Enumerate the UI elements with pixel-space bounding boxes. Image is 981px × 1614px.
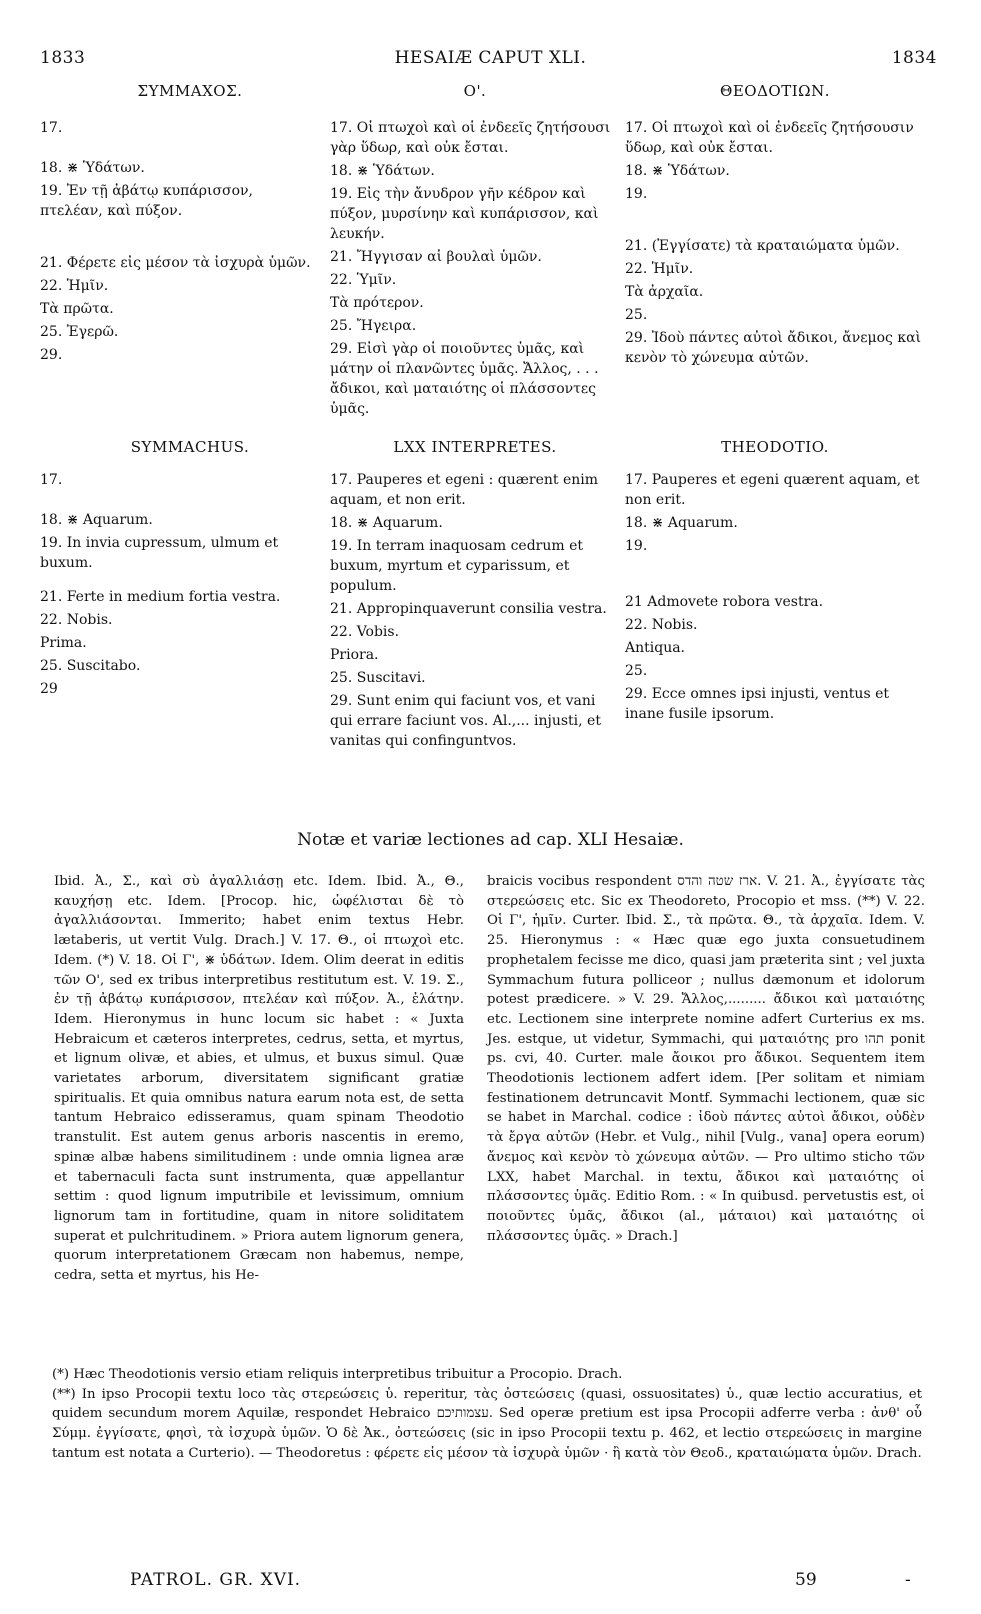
greek-heading-theodotion: ΘΕΟΔΟΤΙΩΝ.	[720, 82, 830, 100]
footer-series: PATROL. GR. XVI.	[130, 1570, 302, 1590]
greek-heading-symmachus: ΣΥΜΜΑΧΟΣ.	[137, 82, 243, 100]
verse-entry: 29. Εἰσὶ γὰρ οἱ ποιοῦντες ὑμᾶς, καὶ μάτην οἱ πλανῶντες ὑμᾶς. Ἄλλος, . . . ἄδικοι, καὶ ματαιότης οἱ πλάσσοντες ὑμᾶς.	[330, 341, 599, 417]
verse-entry: 18. ⋇ Ὑδάτων.	[330, 163, 435, 179]
verse-entry: Τὰ ἀρχαῖα.	[625, 284, 704, 300]
latin-heading-theodotion: THEODOTIO.	[721, 438, 829, 456]
verse-entry: 22. Ὑμῖν.	[330, 272, 397, 288]
verse-entry: 17.	[40, 472, 63, 488]
greek-heading-lxx: Ο'.	[463, 82, 487, 100]
greek-column-theodotion	[625, 118, 925, 371]
page-number-left: 1833	[40, 48, 86, 68]
notes-title: Notæ et variæ lectiones ad cap. XLI Hesaiæ.	[297, 830, 684, 850]
footnote: (*) Hæc Theodotionis versio etiam reliquis interpretibus tribuitur a Procopio. Drach.	[52, 1367, 623, 1382]
verse-entry: 29	[40, 681, 58, 697]
verse-entry: 17. Pauperes et egeni quærent aquam, et non erit.	[625, 472, 920, 508]
verse-entry: 17. Pauperes et egeni : quærent enim aquam, et non erit.	[330, 472, 598, 508]
latin-heading-symmachus: SYMMACHUS.	[130, 438, 250, 456]
verse-entry: 29.	[40, 347, 63, 363]
verse-entry: 18. ⋇ Aquarum.	[625, 515, 738, 531]
verse-entry: 29. Ecce omnes ipsi injusti, ventus et inane fusile ipsorum.	[625, 686, 889, 722]
verse-entry: 22. Ἡμῖν.	[625, 261, 694, 277]
verse-entry: 17.	[40, 120, 63, 136]
verse-entry: Τὰ πρῶτα.	[40, 301, 114, 317]
verse-entry: 19.	[625, 186, 648, 202]
verse-entry: 18. ⋇ Ὑδάτων.	[40, 160, 145, 176]
verse-entry: 25. Suscitavi.	[330, 670, 426, 686]
verse-entry: 19. In invia cupressum, ulmum et buxum.	[40, 535, 279, 571]
verse-entry: 25.	[625, 307, 648, 323]
verse-entry: 21. Ferte in medium fortia vestra.	[40, 589, 281, 605]
verse-entry: 21. (Ἐγγίσατε) τὰ κραταιώματα ὑμῶν.	[625, 238, 900, 254]
verse-entry: Priora.	[330, 647, 379, 663]
notes-column-right	[487, 872, 925, 1246]
verse-entry: 19. Εἰς τὴν ἄνυδρον γῆν κέδρον καὶ πύξον, μυρσίνην καὶ κυπάρισσον, καὶ λευκήν.	[330, 186, 599, 242]
verse-entry: 22. Vobis.	[330, 624, 400, 640]
verse-entry: 19. Ἐν τῇ ἀβάτῳ κυπάρισσον, πτελέαν, καὶ πύξον.	[40, 183, 253, 219]
verse-entry: Prima.	[40, 635, 87, 651]
verse-entry: 19. In terram inaquosam cedrum et buxum, myrtum et cyparissum, et populum.	[330, 538, 584, 594]
verse-entry: 21. Ἤγγισαν αἱ βουλαὶ ὑμῶν.	[330, 249, 542, 265]
verse-entry: 25. Suscitabo.	[40, 658, 141, 674]
page-title: HESAIÆ CAPUT XLI.	[394, 48, 587, 68]
footer-mark: -	[905, 1570, 911, 1590]
verse-entry: 17. Οἱ πτωχοὶ καὶ οἱ ἐνδεεῖς ζητήσουσιν ὕδωρ, καὶ οὐκ ἔσται.	[625, 120, 914, 156]
notes-text-left: Ibid. Ἀ., Σ., καὶ σὺ ἀγαλλιάσῃ etc. Idem. Ibid. Ἀ., Θ., καυχήσῃ etc. Idem. [Procop. hic, ὠφέλισται δὲ τὸ ἀγαλλιάσονται. Immerito; habet enim textus Hebr. lætaberis, ut vertit Vulg. Drach.] V. 17. Θ., οἱ πτωχοὶ etc. Idem. (*) V. 18. Οἱ Γ', ⋇ ὑδάτων. Idem. Olim deerat in editis τῶν Ο', sed ex tribus interpretibus restitutum est. V. 19. Σ., ἐν τῇ ἀβάτῳ κυπάρισσον, πτελέαν καὶ πύξον. Ἀ., ἐλάτην. Idem. Hieronymus in hunc locum sic habet : « Juxta Hebraicum et cæteros interpretes, cedrus, setta, et myrtus, et lignum olivæ, et abies, et ulmus, et buxus simul. Quæ varietates arborum, diversitatem significant gratiæ spiritualis. Et quia omnibus natura earum nota est, de setta tantum Hebraico edisseramus, quam spinam Theodotio transtulit. Est autem genus arboris nascentis in eremo, spinæ albæ habens similitudinem : unde omnia lignea aræ et tabernaculi facta sunt instrumenta, quæ appellantur settim : quod lignum imputribile et levissimum, omnium lignorum tam in fortitudine, quam in nitore soliditatem superat et pulchritudinem. » Priora autem lignorum genera, quorum interpretationem Græcam non habemus, nempe, cedra, setta et myrtus, his He-	[54, 874, 464, 1284]
page-number-right: 1834	[891, 48, 937, 68]
verse-entry: 25.	[625, 663, 648, 679]
greek-column-symmachus	[40, 118, 320, 368]
verse-entry: 19.	[625, 538, 648, 554]
verse-entry: 18. ⋇ Aquarum.	[40, 512, 153, 528]
verse-entry: 21. Appropinquaverunt consilia vestra.	[330, 601, 607, 617]
verse-entry: 21. Φέρετε εἰς μέσον τὰ ἰσχυρὰ ὑμῶν.	[40, 255, 311, 271]
latin-column-lxx	[330, 470, 615, 754]
verse-entry: 29. Sunt enim qui faciunt vos, et vani qui errare faciunt vos. Al.,... injusti, et vanitas qui confinguntvos.	[330, 693, 601, 749]
latin-column-symmachus	[40, 470, 320, 702]
latin-column-theodotion	[625, 470, 925, 727]
greek-column-lxx	[330, 118, 615, 422]
verse-entry: 25. Ἤγειρα.	[330, 318, 417, 334]
verse-entry: 21 Admovete robora vestra.	[625, 594, 824, 610]
verse-entry: 17. Οἱ πτωχοὶ καὶ οἱ ἐνδεεῖς ζητήσουσι γὰρ ὕδωρ, καὶ οὐκ ἔσται.	[330, 120, 611, 156]
verse-entry: 29. Ἰδοὺ πάντες αὐτοὶ ἄδικοι, ἄνεμος καὶ κενὸν τὸ χώνευμα αὐτῶν.	[625, 330, 922, 366]
verse-entry: 22. Nobis.	[40, 612, 113, 628]
footer-page-number: 59	[795, 1570, 817, 1590]
verse-entry: 22. Nobis.	[625, 617, 698, 633]
notes-text-right: braicis vocibus respondent ארז שטה והדס. V. 21. Ἀ., ἐγγίσατε τὰς στερεώσεις etc. Sic ex Theodoreto, Procopio et mss. (**) V. 22. Οἱ Γ', ἡμῖν. Curter. Ibid. Σ., τὰ πρῶτα. Θ., τὰ ἀρχαῖα. Idem. V. 25. Hieronymus : « Hæc quæ ego juxta consuetudinem prophetalem fecisse me dico, quasi jam præterita sint ; vel juxta Symmachum futura polliceor ; nullus dæmonum et idolorum potest prædicere. » V. 29. Ἄλλος,......... ἄδικοι καὶ ματαιότης etc. Lectionem sine interprete nomine adfert Curterius ex ms. Jes. estque, ut videtur, Symmachi, qui ματαιότης pro תהו ponit ps. cvi, 40. Curter. male ἄοικοι pro ἄδικοι. Sequentem item Theodotionis lectionem adfert idem. [Per solitam et nimiam festinationem detruncavit Montf. Symmachi lectionem, quæ sic se habet in Marchal. codice : ἰδοὺ πάντες αὐτοὶ ἄδικοι, οὐδὲν τὰ ἔργα αὐτῶν (Hebr. et Vulg., nihil [Vulg., vana] opera eorum) ἄνεμος καὶ κενὸν τὸ χώνευμα αὐτῶν. — Pro ultimo sticho τῶν LXX, habet Marchal. in textu, ἄδικοι καὶ ματαιότης οἱ πλάσσοντες ὑμᾶς. Editio Rom. : « In quibusd. pervetustis est, οἱ ποιοῦντες ὑμᾶς, ἄδικοι (al., μάταιοι) καὶ ματαιότης οἱ πλάσσοντες ὑμᾶς. » Drach.]	[487, 874, 926, 1244]
verse-entry: 18. ⋇ Ὑδάτων.	[625, 163, 730, 179]
latin-heading-lxx: LXX INTERPRETES.	[393, 438, 557, 456]
verse-entry: Τὰ πρότερον.	[330, 295, 424, 311]
footnote: (**) In ipso Procopii textu loco τὰς στερεώσεις ὑ. reperitur, τὰς ὀστεώσεις (quasi, ossuositates) ὑ., quæ lectio accuratius, et quidem secundum morem Aquilæ, respondet Hebraico עצמותיכם. Sed operæ pretium est ipsa Procopii adferre verba : ἀνθ' οὗ Σύμμ. ἐγγίσατε, φησὶ, τὰ ἰσχυρὰ ὑμῶν. Ὁ δὲ Ἀκ., ὀστεώσεις (sic in ipso Procopii textu p. 462, et lectio στερεώσεις in margine tantum est notata a Curterio). — Theodoretus : φέρετε εἰς μέσον τὰ ἰσχυρὰ ὑμῶν · ἢ κατὰ τὸν Θεοδ., κραταιώματα ὑμῶν. Drach.	[52, 1386, 922, 1461]
verse-entry: 18. ⋇ Aquarum.	[330, 515, 443, 531]
footnotes	[52, 1365, 922, 1464]
verse-entry: 25. Ἐγερῶ.	[40, 324, 119, 340]
verse-entry: 22. Ἡμῖν.	[40, 278, 109, 294]
notes-column-left	[54, 872, 464, 1286]
verse-entry: Antiqua.	[625, 640, 686, 656]
